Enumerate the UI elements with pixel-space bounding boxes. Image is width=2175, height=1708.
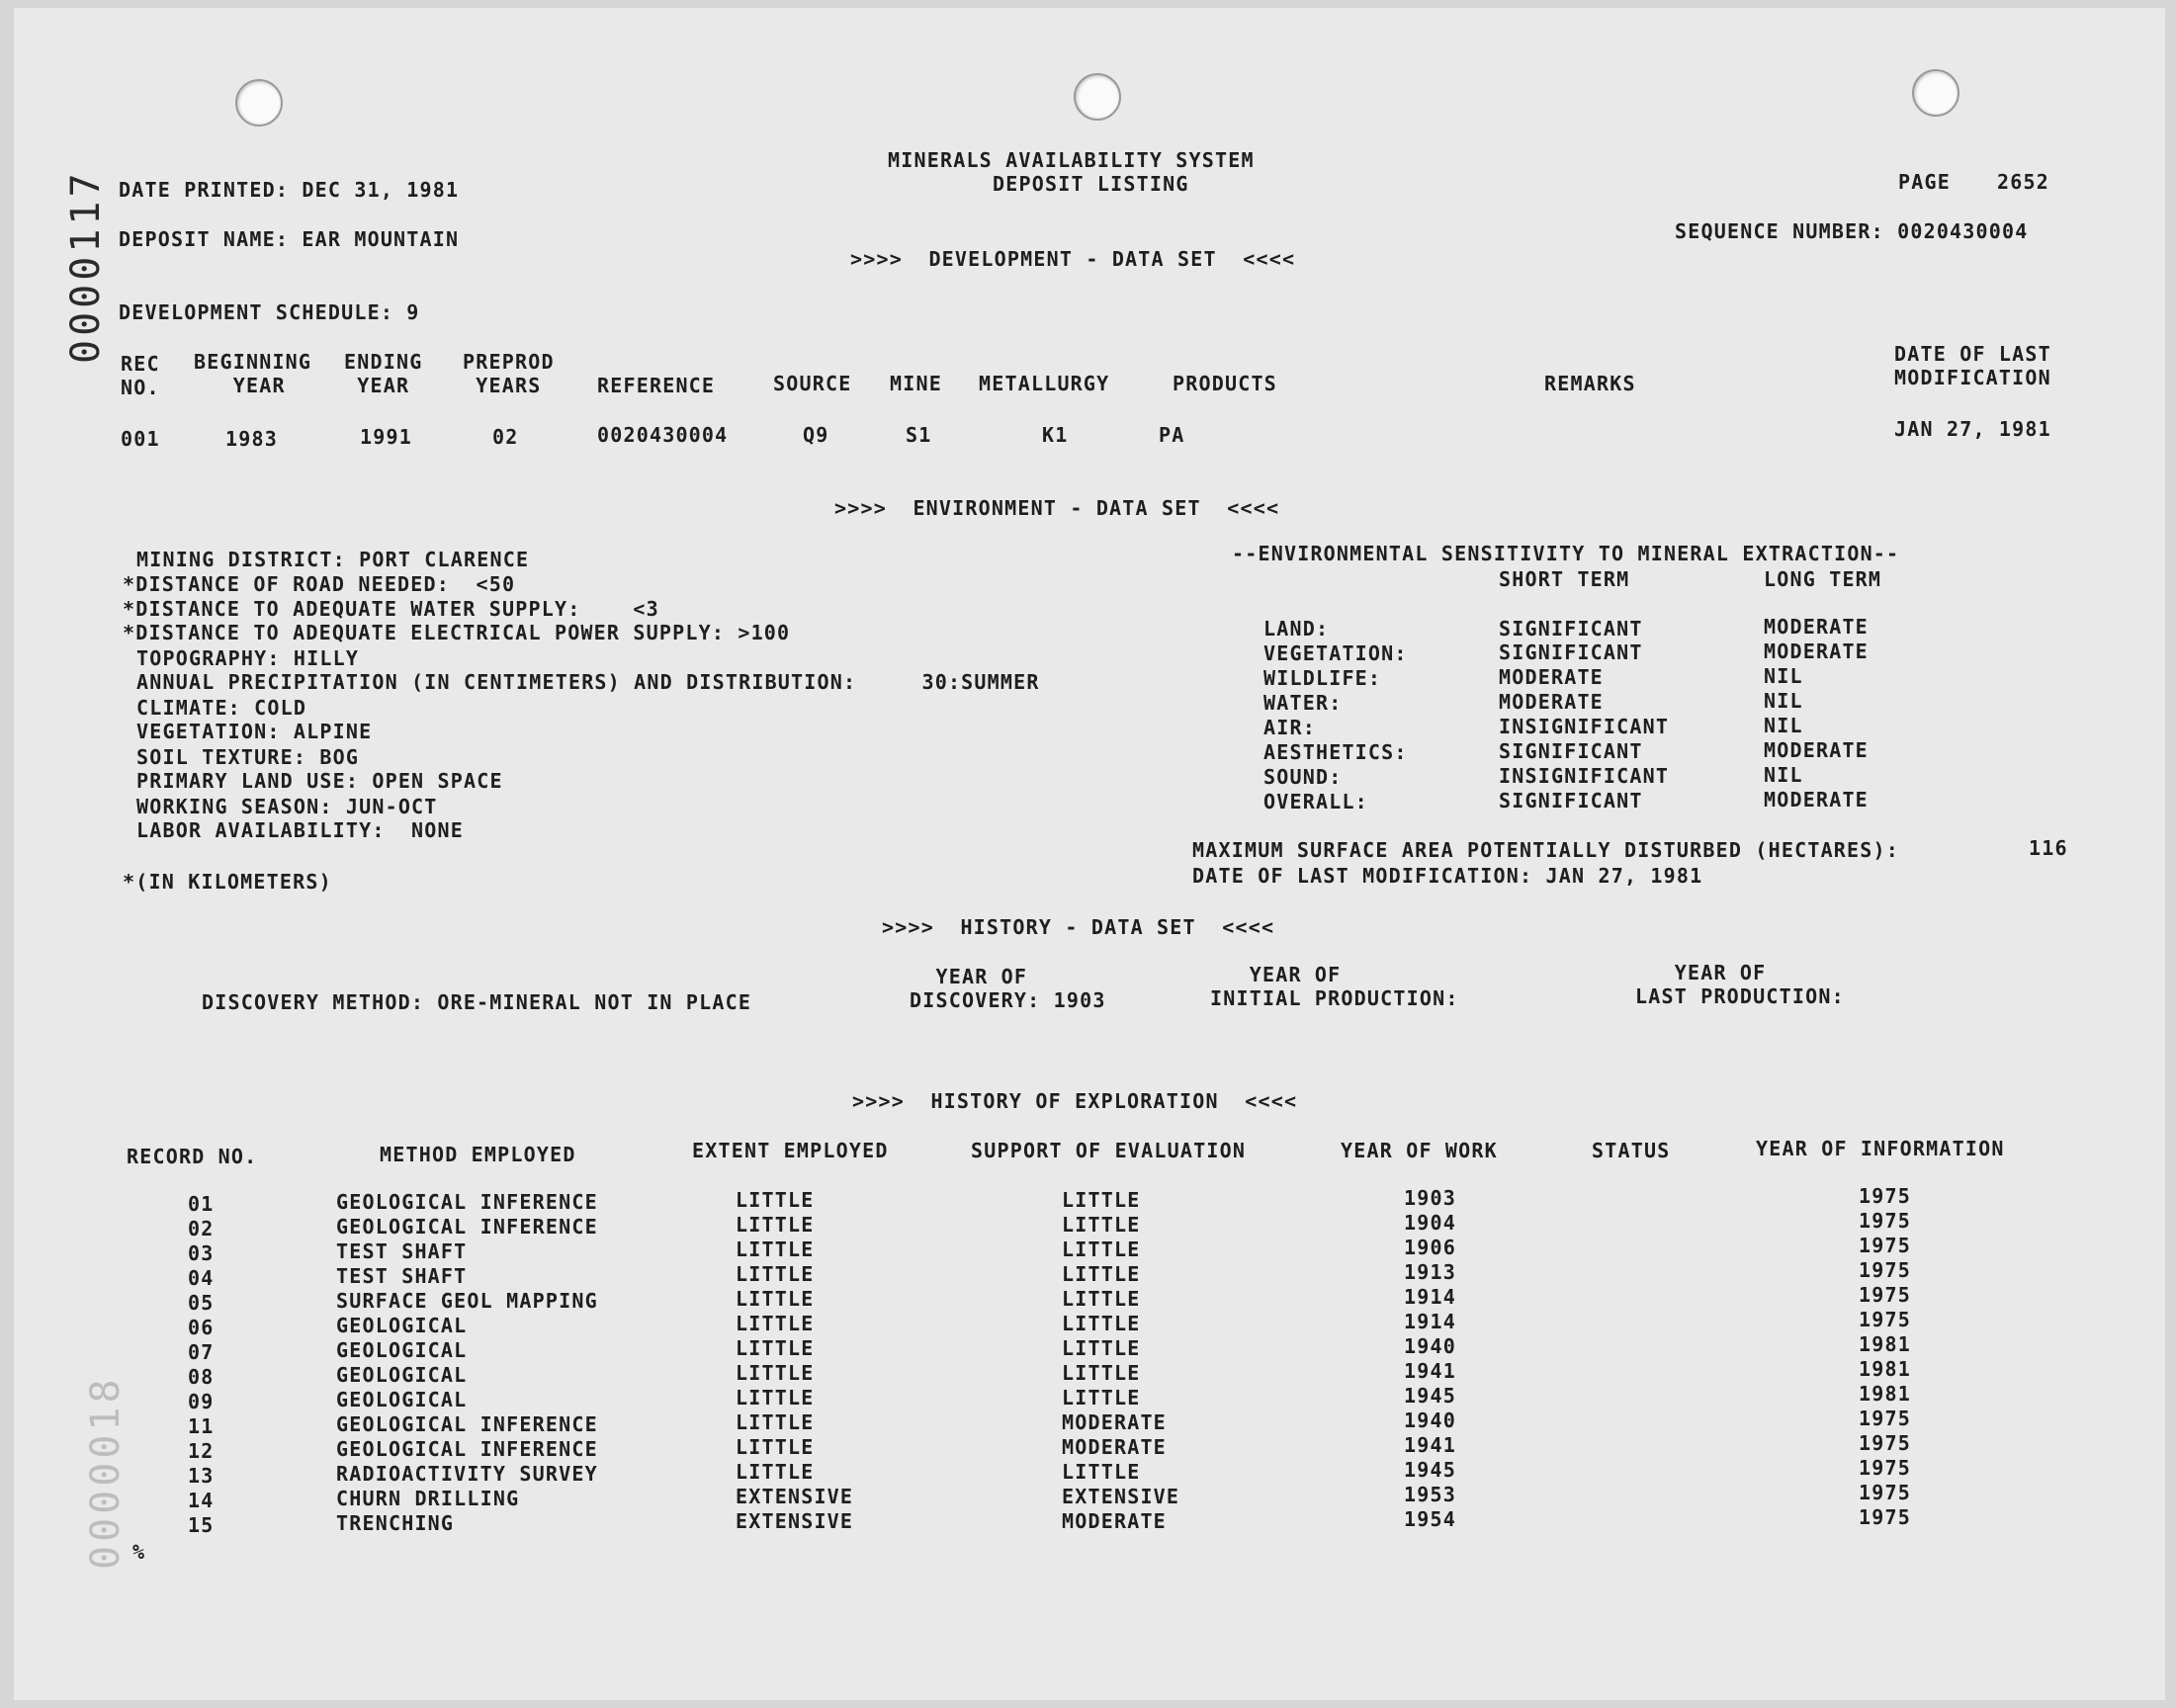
dev-cell-metallurgy: K1 [1042,423,1069,447]
last-production: YEAR OF LAST PRODUCTION: [1635,961,1845,1008]
environment-section-title: >>>> ENVIRONMENT - DATA SET <<<< [834,496,1280,520]
method-employed: RADIOACTIVITY SURVEY [336,1462,598,1486]
environment-last-mod: DATE OF LAST MODIFICATION: JAN 27, 1981 [1192,864,1703,888]
sensitivity-label: AESTHETICS: [1263,740,1408,764]
col-header-preprod: PREPROD YEARS [463,350,555,397]
sensitivity-long: NIL [1764,714,1803,737]
year-of-work: 1914 [1404,1285,1456,1309]
year-of-work: 1954 [1404,1507,1456,1531]
sensitivity-short: INSIGNIFICANT [1499,715,1670,738]
year-of-information: 1975 [1859,1283,1911,1307]
env-line: CLIMATE: COLD [136,696,307,720]
record-number: 12 [188,1439,215,1463]
extent-employed: LITTLE [736,1410,815,1434]
dev-cell-products: PA [1159,423,1185,447]
sensitivity-title: --ENVIRONMENTAL SENSITIVITY TO MINERAL EXTRACTION-- [1232,542,1900,565]
method-employed: GEOLOGICAL INFERENCE [336,1215,598,1238]
year-of-work: 1903 [1404,1186,1456,1210]
short-term-label: SHORT TERM [1499,567,1630,591]
year-of-information: 1975 [1859,1184,1911,1208]
col-header-status: STATUS [1592,1139,1671,1162]
dev-cell-reference: 0020430004 [597,423,729,447]
year-of-discovery: YEAR OF DISCOVERY: 1903 [910,965,1106,1012]
support-of-evaluation: MODERATE [1062,1410,1167,1434]
method-employed: GEOLOGICAL [336,1314,468,1337]
year-of-work: 1904 [1404,1211,1456,1235]
support-of-evaluation: LITTLE [1062,1361,1141,1385]
development-section-title: >>>> DEVELOPMENT - DATA SET <<<< [850,247,1296,271]
env-line: SOIL TEXTURE: BOG [136,745,360,769]
extent-employed: LITTLE [736,1435,815,1459]
year-of-information: 1975 [1859,1308,1911,1331]
sensitivity-short: INSIGNIFICANT [1499,764,1670,788]
col-header-reference: REFERENCE [597,374,716,397]
extent-employed: LITTLE [736,1262,815,1286]
report-subtitle: DEPOSIT LISTING [993,172,1189,196]
extent-employed: LITTLE [736,1460,815,1484]
support-of-evaluation: LITTLE [1062,1460,1141,1484]
record-number: 07 [188,1340,215,1364]
year-of-information: 1981 [1859,1382,1911,1406]
sensitivity-long: MODERATE [1764,615,1869,639]
dev-cell-beginning: 1983 [225,427,278,451]
env-line: LABOR AVAILABILITY: NONE [136,818,465,842]
year-of-information: 1981 [1859,1357,1911,1381]
col-header-metallurgy: METALLURGY [979,372,1110,395]
col-header-mine: MINE [890,372,942,395]
sensitivity-long: MODERATE [1764,738,1869,762]
col-header-rec: REC NO. [121,352,160,399]
record-number: 13 [188,1464,215,1488]
extent-employed: LITTLE [736,1287,815,1311]
record-number: 04 [188,1266,215,1290]
extent-employed: EXTENSIVE [736,1485,854,1508]
deposit-name: DEPOSIT NAME: EAR MOUNTAIN [119,227,460,251]
punch-hole-center [1074,73,1121,121]
record-number: 08 [188,1365,215,1389]
record-number: 14 [188,1489,215,1512]
env-line: MINING DISTRICT: PORT CLARENCE [136,548,530,571]
col-header-year-info: YEAR OF INFORMATION [1756,1137,2005,1160]
dev-cell-preprod: 02 [492,425,519,449]
sensitivity-label: VEGETATION: [1263,641,1408,665]
page-number: 2652 [1997,170,2049,194]
env-line: WORKING SEASON: JUN-OCT [136,795,438,818]
year-of-information: 1975 [1859,1407,1911,1430]
support-of-evaluation: LITTLE [1062,1312,1141,1335]
method-employed: TEST SHAFT [336,1239,468,1263]
dev-cell-rec: 001 [121,427,160,451]
support-of-evaluation: MODERATE [1062,1435,1167,1459]
dev-cell-source: Q9 [803,423,829,447]
col-header-remarks: REMARKS [1544,372,1636,395]
col-header-ending: ENDING YEAR [344,350,423,397]
year-of-work: 1941 [1404,1359,1456,1383]
support-of-evaluation: LITTLE [1062,1262,1141,1286]
extent-employed: LITTLE [736,1312,815,1335]
env-line: *DISTANCE TO ADEQUATE ELECTRICAL POWER SUPPLY: >100 [123,621,791,644]
col-header-year-work: YEAR OF WORK [1341,1139,1498,1162]
sensitivity-label: SOUND: [1263,765,1343,789]
document-page [14,8,2165,1700]
method-employed: GEOLOGICAL [336,1388,468,1411]
env-line: *DISTANCE OF ROAD NEEDED: <50 [123,572,516,596]
record-number: 02 [188,1217,215,1240]
col-header-products: PRODUCTS [1173,372,1277,395]
kilometers-footnote: *(IN KILOMETERS) [123,870,332,894]
year-of-work: 1906 [1404,1236,1456,1259]
record-number: 05 [188,1291,215,1315]
record-number: 06 [188,1316,215,1339]
date-printed: DATE PRINTED: DEC 31, 1981 [119,178,460,202]
film-stamp-bottom: 0000018 [83,1375,129,1570]
sensitivity-label: OVERALL: [1263,790,1368,813]
year-of-information: 1975 [1859,1456,1911,1480]
sensitivity-label: WILDLIFE: [1263,666,1382,690]
long-term-label: LONG TERM [1764,567,1882,591]
exploration-section-title: >>>> HISTORY OF EXPLORATION <<<< [852,1089,1298,1113]
sensitivity-short: MODERATE [1499,665,1604,689]
col-header-support: SUPPORT OF EVALUATION [971,1139,1247,1162]
extent-employed: LITTLE [736,1188,815,1212]
sensitivity-long: NIL [1764,689,1803,713]
record-number: 03 [188,1241,215,1265]
year-of-work: 1940 [1404,1409,1456,1432]
record-number: 15 [188,1513,215,1537]
extent-employed: LITTLE [736,1213,815,1237]
support-of-evaluation: LITTLE [1062,1238,1141,1261]
year-of-work: 1941 [1404,1433,1456,1457]
sensitivity-long: NIL [1764,763,1803,787]
sensitivity-long: MODERATE [1764,640,1869,663]
sequence-number: SEQUENCE NUMBER: 0020430004 [1675,219,2029,243]
year-of-information: 1975 [1859,1481,1911,1504]
sensitivity-label: AIR: [1263,716,1316,739]
col-header-method: METHOD EMPLOYED [380,1143,576,1166]
year-of-information: 1975 [1859,1234,1911,1257]
year-of-work: 1945 [1404,1458,1456,1482]
env-line: TOPOGRAPHY: HILLY [136,646,360,670]
sensitivity-label: WATER: [1263,691,1343,715]
method-employed: GEOLOGICAL INFERENCE [336,1437,598,1461]
year-of-information: 1981 [1859,1332,1911,1356]
sensitivity-short: SIGNIFICANT [1499,739,1643,763]
method-employed: CHURN DRILLING [336,1487,520,1510]
sensitivity-long: NIL [1764,664,1803,688]
support-of-evaluation: LITTLE [1062,1213,1141,1237]
year-of-work: 1953 [1404,1483,1456,1506]
max-area-label: MAXIMUM SURFACE AREA POTENTIALLY DISTURBED (HECTARES): [1192,838,1900,862]
support-of-evaluation: MODERATE [1062,1509,1167,1533]
history-section-title: >>>> HISTORY - DATA SET <<<< [882,915,1275,939]
year-of-work: 1914 [1404,1310,1456,1333]
env-line: *DISTANCE TO ADEQUATE WATER SUPPLY: <3 [123,597,659,621]
year-of-work: 1913 [1404,1260,1456,1284]
record-number: 09 [188,1390,215,1413]
extent-employed: LITTLE [736,1238,815,1261]
method-employed: TEST SHAFT [336,1264,468,1288]
dev-cell-mine: S1 [906,423,932,447]
extent-employed: LITTLE [736,1336,815,1360]
sensitivity-label: LAND: [1263,617,1330,640]
year-of-information: 1975 [1859,1505,1911,1529]
extent-employed: LITTLE [736,1361,815,1385]
sensitivity-short: SIGNIFICANT [1499,789,1643,812]
punch-hole-right [1912,69,1959,117]
col-header-extent: EXTENT EMPLOYED [692,1139,889,1162]
method-employed: GEOLOGICAL INFERENCE [336,1190,598,1214]
method-employed: GEOLOGICAL [336,1338,468,1362]
env-line: PRIMARY LAND USE: OPEN SPACE [136,769,503,793]
max-area-value: 116 [2029,836,2068,860]
support-of-evaluation: LITTLE [1062,1188,1141,1212]
support-of-evaluation: LITTLE [1062,1336,1141,1360]
year-of-work: 1945 [1404,1384,1456,1408]
col-header-source: SOURCE [773,372,852,395]
sensitivity-short: SIGNIFICANT [1499,640,1643,664]
end-marker: % [132,1540,146,1564]
col-header-record: RECORD NO. [127,1145,258,1168]
initial-production: YEAR OF INITIAL PRODUCTION: [1210,963,1459,1010]
page-label: PAGE [1898,170,1951,194]
env-line: ANNUAL PRECIPITATION (IN CENTIMETERS) AND DISTRIBUTION: 30:SUMMER [136,670,1040,694]
method-employed: GEOLOGICAL INFERENCE [336,1412,598,1436]
year-of-information: 1975 [1859,1258,1911,1282]
col-header-date-last-mod: DATE OF LAST MODIFICATION [1894,342,2051,389]
method-employed: GEOLOGICAL [336,1363,468,1387]
method-employed: SURFACE GEOL MAPPING [336,1289,598,1313]
extent-employed: EXTENSIVE [736,1509,854,1533]
dev-cell-ending: 1991 [360,425,412,449]
year-of-information: 1975 [1859,1209,1911,1233]
report-title: MINERALS AVAILABILITY SYSTEM [888,148,1255,172]
year-of-information: 1975 [1859,1431,1911,1455]
sensitivity-short: SIGNIFICANT [1499,617,1643,640]
method-employed: TRENCHING [336,1511,455,1535]
env-line: VEGETATION: ALPINE [136,720,373,743]
support-of-evaluation: EXTENSIVE [1062,1485,1180,1508]
discovery-method: DISCOVERY METHOD: ORE-MINERAL NOT IN PLACE [202,990,752,1014]
development-schedule: DEVELOPMENT SCHEDULE: 9 [119,300,420,324]
dev-cell-date: JAN 27, 1981 [1894,417,2051,441]
year-of-work: 1940 [1404,1334,1456,1358]
punch-hole-left [235,79,283,127]
sensitivity-short: MODERATE [1499,690,1604,714]
film-stamp-top: 0000117 [63,169,109,364]
extent-employed: LITTLE [736,1386,815,1409]
sensitivity-long: MODERATE [1764,788,1869,811]
support-of-evaluation: LITTLE [1062,1287,1141,1311]
support-of-evaluation: LITTLE [1062,1386,1141,1409]
col-header-beginning: BEGINNING YEAR [194,350,312,397]
record-number: 01 [188,1192,215,1216]
record-number: 11 [188,1414,215,1438]
